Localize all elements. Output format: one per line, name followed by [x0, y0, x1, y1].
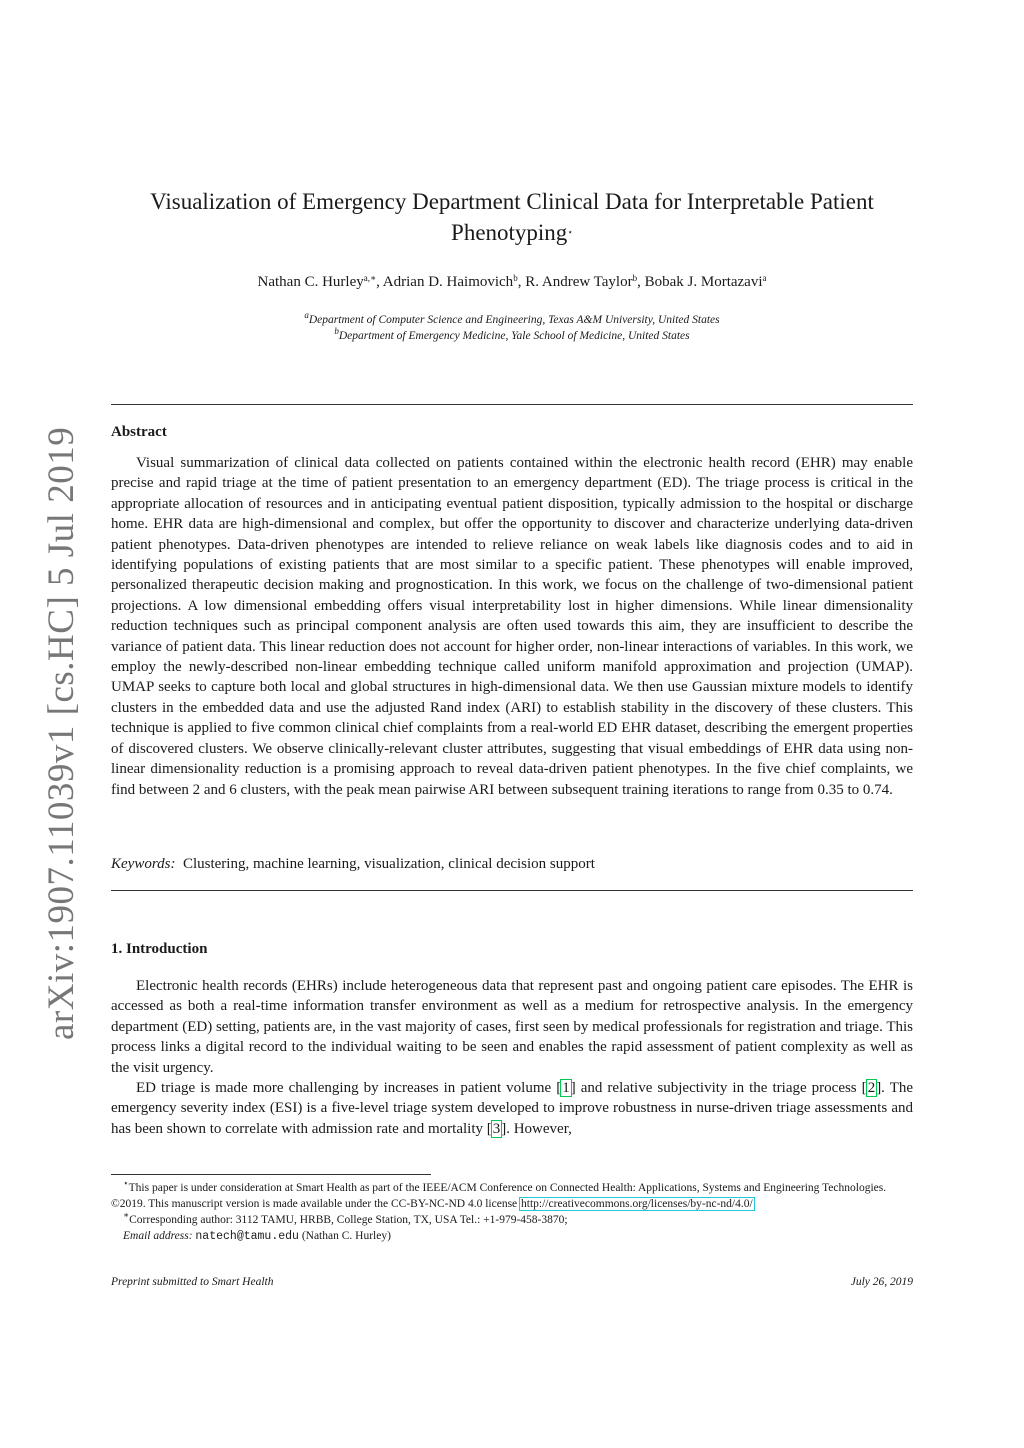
footnote-copyright — [111, 1196, 913, 1212]
title-line-1: Visualization of Emergency Department Clinical Data for Interpretable Patient — [150, 189, 874, 214]
email-label: Email address: — [123, 1230, 193, 1242]
author-affiliation-mark: b — [632, 273, 638, 283]
keywords-label: Keywords: — [111, 856, 176, 872]
footnote-corresponding — [111, 1212, 913, 1228]
footnote-consideration — [111, 1180, 913, 1196]
title-footnote-mark: ⋆ — [567, 227, 573, 237]
citation-link[interactable]: 3 — [492, 1120, 501, 1137]
license-link[interactable]: http://creativecommons.org/licenses/by-nc-nd/4.0/ — [521, 1198, 753, 1210]
abstract-text: Visual summarization of clinical data collected on patients contained within the electronic health record (EHR) may enable precise and rapid triage at the time of patient presentation to an emergency department (ED). The triage process is critical in the appropriate allocation of resources and in anticipating eventual patient disposition, typically admission to the hospital or discharge home. EHR data are high-dimensional and complex, but offer the opportunity to discover and characterize underlying data-driven patient phenotypes. Data-driven phenotypes are intended to relieve reliance on weak labels like diagnosis codes and to aid in identifying populations of existing patients that are most similar to a specific patient. These phenotypes will enable improved, personalized therapeutic decision making and prognostication. In this work, we focus on the challenge of two-dimensional patient projections. A low dimensional embedding offers visual interpretability lost in higher dimensions. While linear dimensionality reduction techniques such as principal component analysis are often used towards this aim, they are insufficient to describe the variance of patient data. This linear reduction does not account for higher order, non-linear interactions of variables. In this work, we employ the newly-described non-linear embedding technique called uniform manifold approximation and projection (UMAP). UMAP seeks to capture both local and global structures in high-dimensional data. We then use Gaussian mixture models to identify clusters in the embedded data and use the adjusted Rand index (ARI) to establish stability in the discovery of these clusters. This technique is applied to five common clinical chief complaints from a real-world ED EHR dataset, describing the emergent properties of discovered clusters. We observe clinically-relevant cluster attributes, suggesting that visual embeddings of EHR data using non-linear dimensionality reduction is a promising approach to reveal data-driven patient phenotypes. In the five chief complaints, we find between 2 and 6 clusters, with the peak mean pairwise ARI between subsequent training iterations to range from 0.35 to 0.74. — [111, 455, 913, 798]
footnote-email — [111, 1228, 913, 1245]
paper-title — [112, 186, 912, 248]
citation-link[interactable]: 2 — [867, 1080, 876, 1097]
intro-paragraph-1: Electronic health records (EHRs) include heterogeneous data that represent past and ongoing patient care episodes. The EHR is accessed as both a real-time information transfer environment as well as a medium for retrospective analysis. In the emergency department (ED) setting, patients are, in the vast majority of cases, first seen by medical professionals for registration and triage. This process links a digital record to the individual waiting to be seen and enables the rapid assessment of patient complexity as well as the visit urgency. — [111, 978, 913, 1076]
affiliation-mark: b — [334, 326, 339, 336]
affiliation-list — [112, 312, 912, 344]
introduction-body — [111, 976, 913, 1139]
footnote-rule — [111, 1174, 431, 1175]
affiliation-item — [112, 328, 912, 344]
author-name: Bobak J. Mortazavi — [644, 274, 763, 290]
footnote-mark: ⋆ — [123, 1178, 129, 1188]
email-owner: (Nathan C. Hurley) — [301, 1230, 391, 1242]
intro-paragraph-2 — [111, 1078, 913, 1139]
arxiv-identifier-stamp: arXiv:1907.11039v1 [cs.HC] 5 Jul 2019 — [41, 426, 82, 1040]
footnote-text: Corresponding author: 3112 TAMU, HRBB, College Station, TX, USA Tel.: +1-979-458-3870; — [129, 1214, 568, 1226]
intro-text: ED triage is made more challenging by increases in patient volume [ — [136, 1080, 562, 1097]
affiliation-text: Department of Emergency Medicine, Yale School of Medicine, United States — [338, 330, 690, 342]
author-name: Nathan C. Hurley — [257, 274, 364, 290]
intro-text: ]. The emergency severity index (ESI) is a five-level triage system developed to improve robustness in nurse-driven triage assessments and has been shown to correlate with admission rate and mortality [ — [111, 1080, 914, 1137]
affiliation-mark: a — [304, 310, 309, 320]
affiliation-item — [112, 312, 912, 328]
footer-date: July 26, 2019 — [850, 1276, 913, 1288]
citation-link[interactable]: 1 — [562, 1080, 570, 1097]
intro-text: ] and relative subjectivity in the triage process [ — [570, 1080, 867, 1097]
footnote-mark: ∗ — [123, 1210, 130, 1220]
affiliation-text: Department of Computer Science and Engineering, Texas A&M University, United States — [308, 314, 720, 326]
author-list: Nathan C. Hurley$^{a,∗}$, Adrian D. Haimovich$^b$, R. Andrew Taylor$^b$, Bobak J. Mortazavi$^a$ — [257, 273, 767, 290]
author-affiliation-mark: a — [762, 273, 767, 283]
abstract-heading: Abstract — [111, 424, 167, 440]
footer-journal: Preprint submitted to Smart Health — [111, 1276, 274, 1288]
section-heading-introduction: 1. Introduction — [111, 941, 208, 957]
author-affiliation-mark: b — [513, 273, 518, 283]
footnote-text: ©2019. This manuscript version is made available under the CC-BY-NC-ND 4.0 license — [111, 1198, 518, 1210]
keywords — [111, 856, 595, 873]
title-line-2: Phenotyping — [451, 220, 568, 245]
author-affiliation-mark: a,∗ — [363, 273, 377, 283]
email-address[interactable]: natech@tamu.edu — [195, 1230, 299, 1243]
footnote-text: This paper is under consideration at Smart Health as part of the IEEE/ACM Conference on Connected Health: Applications, Systems and Engineering Technologies. — [128, 1182, 887, 1194]
footnotes — [111, 1180, 913, 1245]
author-name: Adrian D. Haimovich — [382, 274, 514, 290]
author-name: R. Andrew Taylor — [525, 274, 633, 290]
keywords-text: Clustering, machine learning, visualization, clinical decision support — [182, 856, 595, 872]
abstract-bottom-rule — [111, 890, 913, 891]
intro-text: ]. However, — [501, 1120, 572, 1137]
abstract-top-rule — [111, 404, 913, 405]
